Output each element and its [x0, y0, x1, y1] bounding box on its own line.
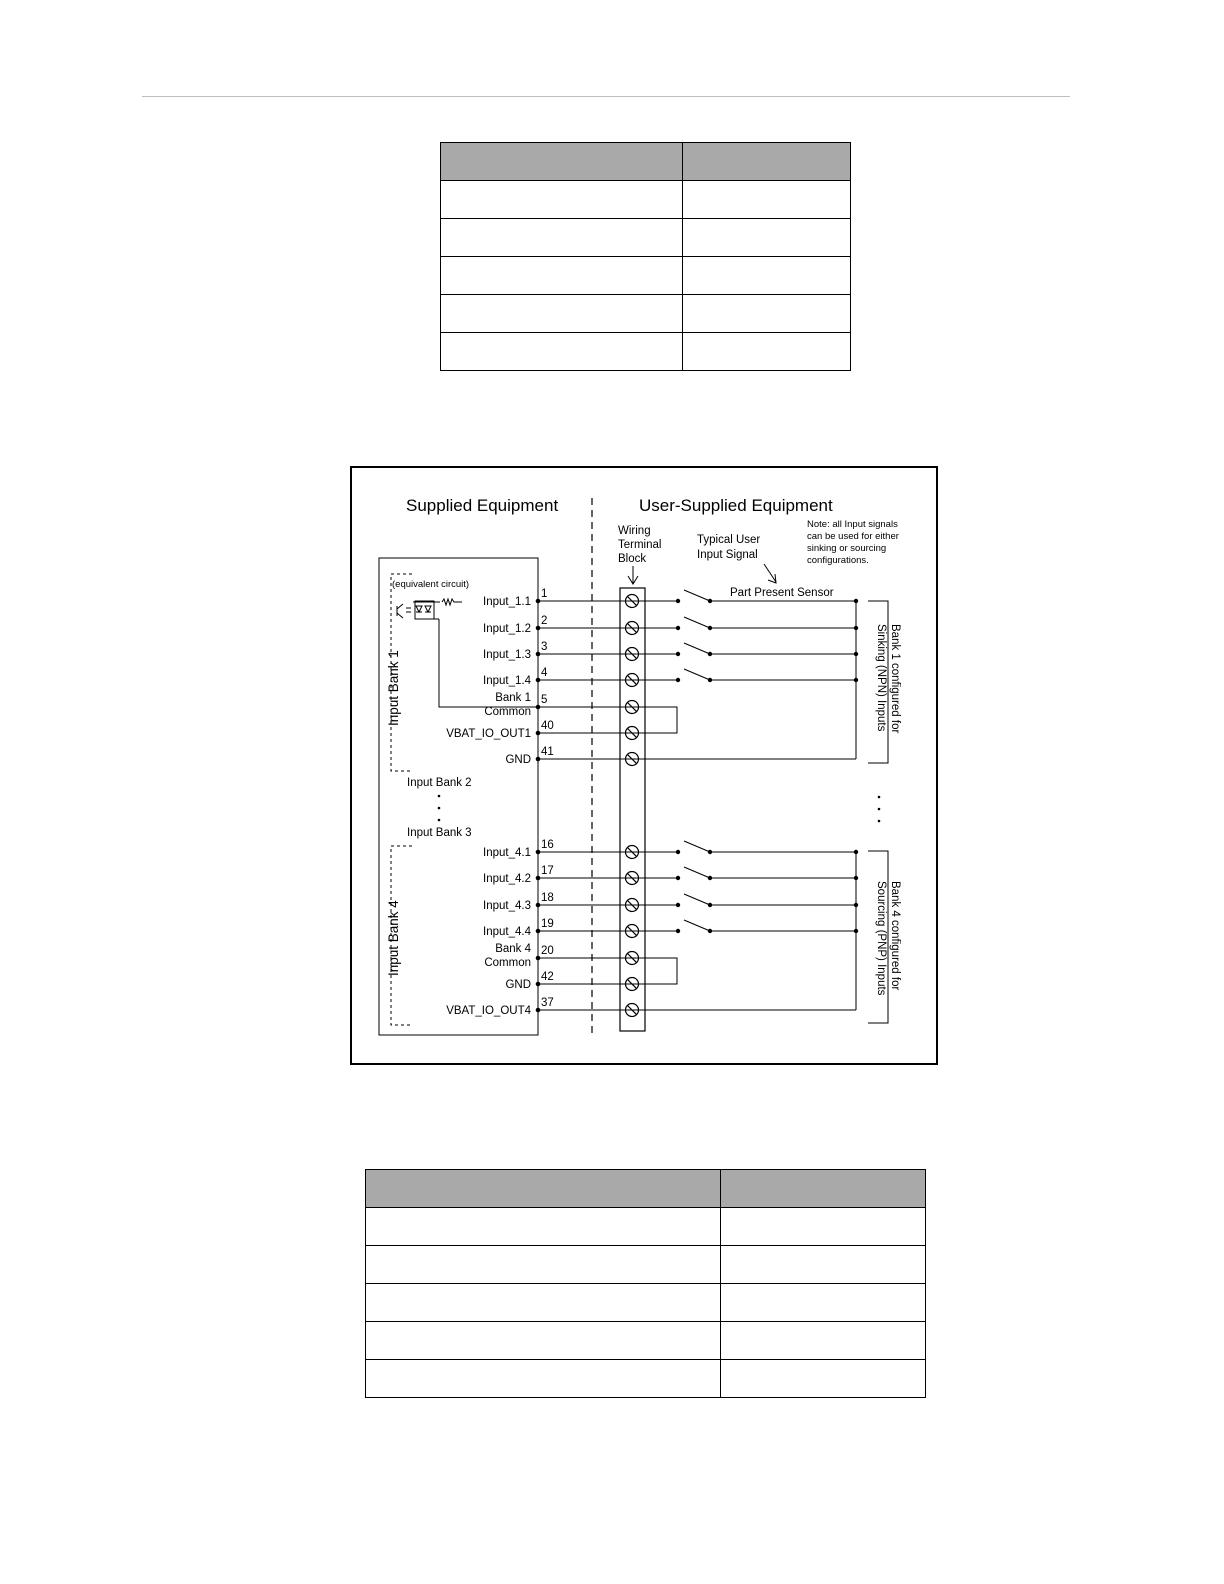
pin-number: 42	[541, 971, 554, 983]
header-rule	[142, 96, 1070, 97]
pin-label: Bank 1	[495, 692, 531, 704]
pin-label: VBAT_IO_OUT1	[446, 728, 531, 740]
bank4-config-label-1: Bank 4 configured for	[889, 881, 901, 991]
pin-number: 18	[541, 892, 554, 904]
table-cell	[366, 1284, 721, 1322]
pin-label: GND	[505, 754, 531, 766]
switch-contact	[676, 599, 680, 603]
terminal-block-label-3: Block	[618, 553, 647, 565]
table-cell	[683, 257, 851, 295]
table-header-row	[366, 1170, 926, 1208]
table-row	[441, 257, 851, 295]
pin-label-line2: Common	[484, 957, 531, 969]
table-header-cell	[366, 1170, 721, 1208]
pin-number: 37	[541, 997, 554, 1009]
input-bank-3-label: Input Bank 3	[407, 827, 472, 839]
spec-table-bottom	[365, 1169, 926, 1398]
table-row	[441, 295, 851, 333]
switch-contact	[676, 850, 680, 854]
table-row	[441, 219, 851, 257]
pin-number: 20	[541, 945, 554, 957]
switch-contact	[676, 652, 680, 656]
table-cell	[721, 1208, 926, 1246]
table-cell	[366, 1246, 721, 1284]
input-bank-2-label: Input Bank 2	[407, 777, 472, 789]
table-cell	[441, 219, 683, 257]
wiring-diagram	[350, 466, 938, 1065]
table-row	[366, 1360, 926, 1398]
pin-label: Input_4.1	[483, 847, 531, 859]
bank4-config-label-2: Sourcing (PNP) Inputs	[875, 881, 887, 996]
table-row	[441, 181, 851, 219]
pin-number: 3	[541, 641, 548, 653]
bank-ellipsis-dot	[878, 808, 881, 811]
table-cell	[721, 1284, 926, 1322]
pin-label: Input_1.2	[483, 623, 531, 635]
note-line-3: sinking or sourcing	[807, 543, 887, 554]
pin-number: 1	[541, 588, 548, 600]
pin-label: Input_1.3	[483, 649, 531, 661]
typical-signal-label-2: Input Signal	[697, 549, 758, 561]
table-cell	[366, 1360, 721, 1398]
table-cell	[683, 219, 851, 257]
supplied-equipment-title: Supplied Equipment	[406, 496, 559, 515]
bank-ellipsis-dot	[438, 795, 441, 798]
pin-number: 41	[541, 746, 554, 758]
table-cell	[366, 1208, 721, 1246]
pin-label: Input_1.1	[483, 596, 531, 608]
table-cell	[683, 181, 851, 219]
typical-signal-label-1: Typical User	[697, 534, 761, 546]
table-header-cell	[721, 1170, 926, 1208]
table-cell	[721, 1360, 926, 1398]
table-cell	[366, 1322, 721, 1360]
pin-number: 5	[541, 694, 548, 706]
table-cell	[441, 181, 683, 219]
user-supplied-equipment-title: User-Supplied Equipment	[639, 496, 833, 515]
table-header-cell	[683, 143, 851, 181]
input-bank-4-label: Input Bank 4	[386, 900, 401, 976]
pin-number: 40	[541, 720, 554, 732]
switch-contact	[676, 903, 680, 907]
pin-number: 17	[541, 865, 554, 877]
pin-label: Bank 4	[495, 943, 531, 955]
pin-label: VBAT_IO_OUT4	[446, 1005, 531, 1017]
switch-contact	[676, 876, 680, 880]
table-cell	[721, 1322, 926, 1360]
spec-table-top	[440, 142, 851, 371]
pin-number: 4	[541, 667, 548, 679]
part-present-sensor-label: Part Present Sensor	[730, 587, 834, 599]
bank1-config-label-1: Bank 1 configured for	[889, 624, 901, 734]
switch-contact	[676, 626, 680, 630]
pin-label: Input_1.4	[483, 675, 531, 687]
pin-label: Input_4.2	[483, 873, 531, 885]
table-row	[366, 1246, 926, 1284]
note-line-4: configurations.	[807, 555, 869, 566]
bank-ellipsis-dot	[878, 820, 881, 823]
bank1-config-label-2: Sinking (NPN) Inputs	[875, 624, 887, 732]
pin-label-line2: Common	[484, 706, 531, 718]
input-bank-1-label: Input Bank 1	[386, 650, 401, 726]
terminal-block-label-1: Wiring	[618, 525, 651, 537]
wiring-diagram-svg	[350, 466, 938, 1065]
table-row	[366, 1208, 926, 1246]
table-header-cell	[441, 143, 683, 181]
table-row	[366, 1284, 926, 1322]
table-row	[366, 1322, 926, 1360]
equivalent-circuit-label: (equivalent circuit)	[392, 579, 470, 590]
table-cell	[441, 257, 683, 295]
pin-label: Input_4.3	[483, 900, 531, 912]
pin-number: 19	[541, 918, 554, 930]
bank-ellipsis-dot	[878, 796, 881, 799]
note-line-1: Note: all Input signals	[807, 519, 898, 530]
pin-label: Input_4.4	[483, 926, 531, 938]
switch-contact	[676, 678, 680, 682]
table-cell	[721, 1246, 926, 1284]
note-line-2: can be used for either	[807, 531, 899, 542]
table-header-row	[441, 143, 851, 181]
table-row	[441, 333, 851, 371]
table-cell	[683, 295, 851, 333]
switch-contact	[676, 929, 680, 933]
table-cell	[441, 333, 683, 371]
table-cell	[683, 333, 851, 371]
bank-ellipsis-dot	[438, 819, 441, 822]
bank-ellipsis-dot	[438, 807, 441, 810]
terminal-block-label-2: Terminal	[618, 539, 662, 551]
pin-label: GND	[505, 979, 531, 991]
pin-number: 2	[541, 615, 548, 627]
pin-number: 16	[541, 839, 554, 851]
table-cell	[441, 295, 683, 333]
